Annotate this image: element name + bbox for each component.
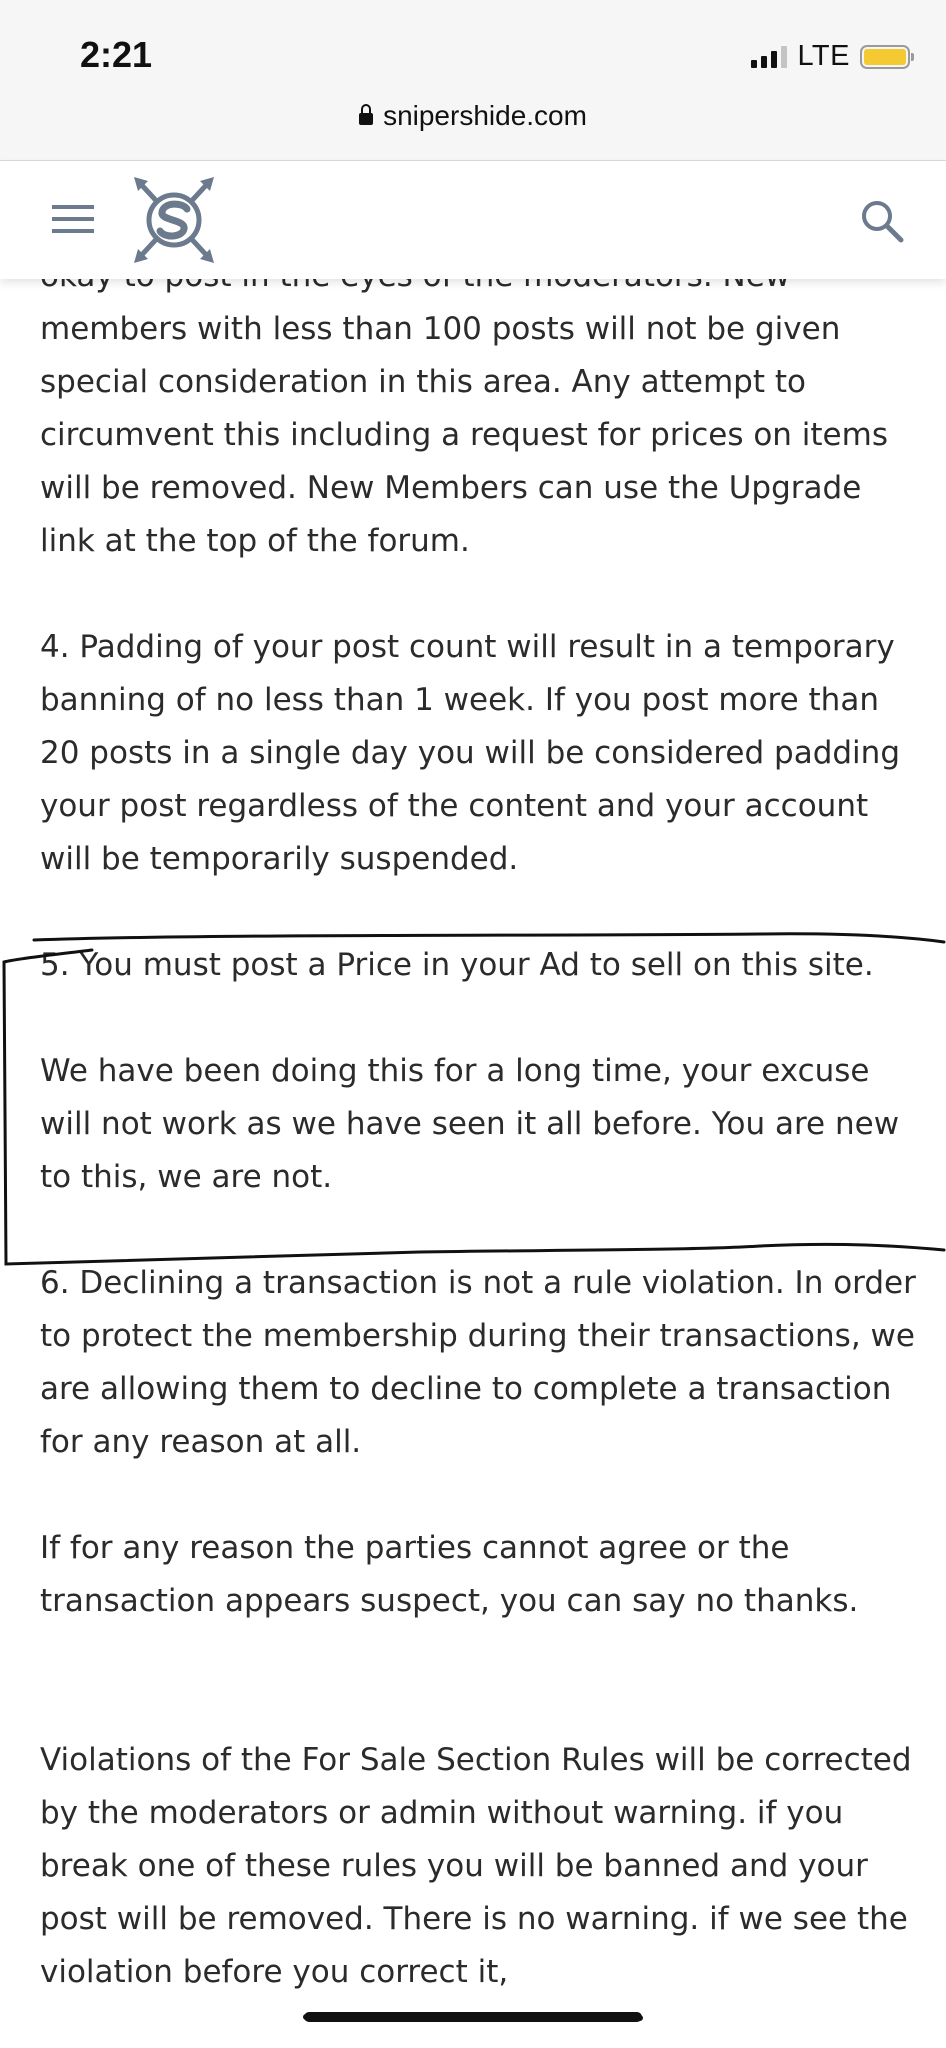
battery-icon <box>860 45 910 69</box>
url-text: snipershide.com <box>383 100 587 131</box>
rule-paragraph: 4. Padding of your post count will result in a temporary banning of no less than 1 week. If you post more than 20 posts in a single day you will be considered padding your post regardless of the content and your account will be temporarily suspended. <box>40 629 900 877</box>
battery-level <box>864 49 906 65</box>
rule-paragraph: Violations of the For Sale Section Rules will be corrected by the moderators or admin without warning. if you break one of these rules you will be banned and your post will be removed. There is no warning. if we see the violation before you correct it, <box>40 1742 912 1990</box>
rule-paragraph: members with less than 100 posts will not be given special consideration in this area. Any attempt to circumvent this including a request for prices on items will be removed. New Members can use the Upgrade link at the top of the forum. <box>40 311 888 559</box>
lock-icon <box>359 113 373 125</box>
status-time: 2:21 <box>80 34 153 75</box>
rule-paragraph: We have been doing this for a long time, your excuse will not work as we have seen it all before. You are new to this, we are not. <box>40 1053 900 1195</box>
home-indicator[interactable] <box>304 2012 642 2022</box>
search-icon[interactable] <box>858 197 906 245</box>
status-indicators <box>751 40 910 73</box>
signal-icon <box>751 46 787 68</box>
network-label: LTE <box>797 40 850 72</box>
url-bar[interactable] <box>0 100 946 132</box>
site-header <box>0 161 946 279</box>
forum-rules-content <box>40 250 920 1999</box>
browser-top-bar <box>0 0 946 161</box>
rule-paragraph: 5. You must post a Price in your Ad to sell on this site. <box>40 947 874 983</box>
rule-paragraph: If for any reason the parties cannot agree or the transaction appears suspect, you can say no thanks. <box>40 1530 859 1619</box>
hamburger-menu-icon[interactable] <box>50 201 96 237</box>
snipershide-logo-icon[interactable] <box>132 175 216 265</box>
rule-paragraph: 6. Declining a transaction is not a rule violation. In order to protect the membership during their transactions, we are allowing them to decline to complete a transaction for any reason at all. <box>40 1265 916 1460</box>
